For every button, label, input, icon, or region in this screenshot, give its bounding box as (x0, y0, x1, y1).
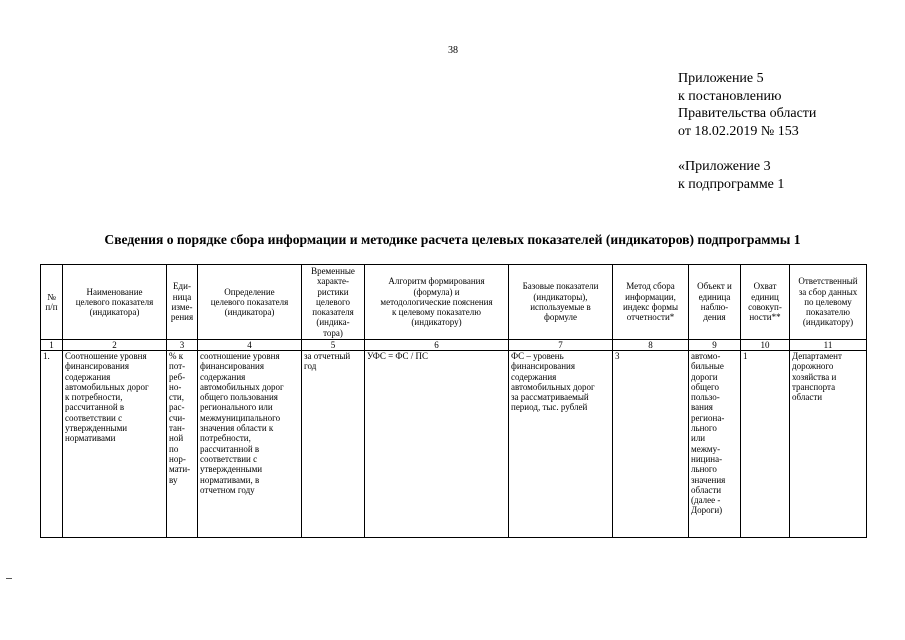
page-number: 38 (448, 45, 458, 56)
table-cell: 1 (741, 351, 790, 538)
column-number-cell: 1 (41, 340, 63, 351)
table-row (41, 351, 867, 538)
appendix-line: «Приложение 3 (678, 159, 771, 174)
column-number-cell: 10 (741, 340, 790, 351)
column-number-cell: 4 (198, 340, 302, 351)
appendix-line: к подпрограмме 1 (678, 176, 785, 192)
header-row (41, 265, 867, 340)
table-cell: 1. (41, 351, 63, 538)
header-cell: № п/п (41, 265, 63, 340)
table-cell: Департамент дорожного хозяйства и транспорта области (790, 351, 867, 538)
header-cell: Ответственный за сбор данных по целевому показателю (индикатору) (790, 265, 867, 340)
appendix-gap (678, 140, 816, 158)
column-number-cell: 5 (302, 340, 365, 351)
appendix-line: Приложение 5 (678, 71, 764, 86)
header-cell: Метод сбора информации, индекс формы отчетности* (613, 265, 689, 340)
column-number-cell: 8 (613, 340, 689, 351)
appendix-line: от 18.02.2019 № 153 (678, 123, 799, 139)
column-number-cell: 9 (689, 340, 741, 351)
header-cell: Определение целевого показателя (индикатора) (198, 265, 302, 340)
table-cell: УФС = ФС / ПС (365, 351, 509, 538)
header-cell: Алгоритм формирования (формула) и методологические пояснения к целевому показателю (индикатору) (365, 265, 509, 340)
table-cell: Соотношение уровня финансирования содержания автомобильных дорог к потребности, рассчитанной в соответствии с утвержденными нормативами (63, 351, 167, 538)
appendix-block (678, 70, 816, 193)
header-cell: Еди- ница изме- рения (167, 265, 198, 340)
appendix-line: Правительства области (678, 106, 817, 121)
table-cell: ФС – уровень финансирования содержания автомобильных дорог за рассматриваемый период, тыс. рублей (509, 351, 613, 538)
scan-edge-mark (6, 578, 12, 579)
header-cell: Охват единиц совокуп- ности** (741, 265, 790, 340)
header-cell: Базовые показатели (индикаторы), используемые в формуле (509, 265, 613, 340)
table-cell: соотношение уровня финансирования содержания автомобильных дорог общего пользования регионального или межмуниципального значения области к потребности, рассчитанной в соответствии с утвержденными нормативами, в отчетном году (198, 351, 302, 538)
column-number-cell: 6 (365, 340, 509, 351)
column-number-row (41, 340, 867, 351)
header-cell: Временные характе- ристики целевого показателя (индика- тора) (302, 265, 365, 340)
header-cell: Наименование целевого показателя (индикатора) (63, 265, 167, 340)
header-cell: Объект и единица наблю- дения (689, 265, 741, 340)
column-number-cell: 2 (63, 340, 167, 351)
appendix-line: к постановлению (678, 88, 782, 104)
table-cell: 3 (613, 351, 689, 538)
column-number-cell: 7 (509, 340, 613, 351)
table-cell: % к пот- реб- но- сти, рас- счи- тан- ной по нор- мати- ву (167, 351, 198, 538)
indicator-table (40, 264, 867, 538)
table-cell: за отчетный год (302, 351, 365, 538)
column-number-cell: 3 (167, 340, 198, 351)
table-cell: автомо- бильные дороги общего пользо- вания региона- льного или межму- ницина- льного значения области (далее - Дороги) (689, 351, 741, 538)
document-title: Сведения о порядке сбора информации и методике расчета целевых показателей (индикаторов) подпрограммы 1 (104, 232, 801, 247)
column-number-cell: 11 (790, 340, 867, 351)
